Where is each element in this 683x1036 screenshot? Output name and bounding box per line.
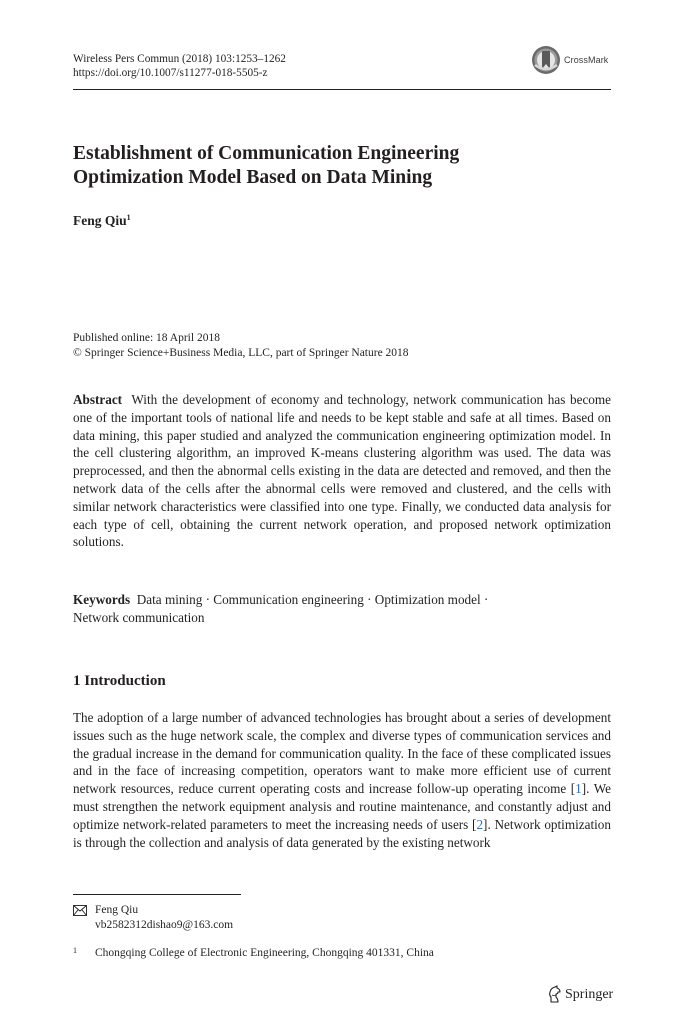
keywords-text: Data mining · Communication engineering · Optimization model · Network communication xyxy=(73,592,489,625)
citation-link-1[interactable]: 1 xyxy=(575,781,582,797)
corresponding-author xyxy=(73,903,233,933)
abstract xyxy=(73,391,611,551)
corresponding-author-row xyxy=(73,903,233,933)
affiliation-footnote xyxy=(73,946,434,961)
intro-text-part-2: ]. We must strengthen the network equipment analysis and routine maintenance, and constantly adjust and optimize network-related parameters to meet the increasing needs of users [ xyxy=(73,781,611,832)
journal-citation: Wireless Pers Commun (2018) 103:1253–1262 xyxy=(73,53,286,65)
publisher-logo xyxy=(546,985,613,1004)
publication-info xyxy=(73,331,409,360)
crossmark-icon xyxy=(531,45,561,75)
keywords xyxy=(73,591,503,627)
affiliation-text: Chongqing College of Electronic Engineering, Chongqing 401331, China xyxy=(95,947,434,959)
keywords-label: Keywords xyxy=(73,592,131,607)
springer-horse-icon xyxy=(546,985,563,1004)
intro-text-part-3: ]. Network optimization is through the collection and analysis of data generated by the existing network xyxy=(73,816,611,850)
copyright-line: © Springer Science+Business Media, LLC, part of Springer Nature 2018 xyxy=(73,346,409,359)
header-divider xyxy=(73,89,611,90)
article-title xyxy=(73,142,593,190)
introduction-paragraph xyxy=(73,709,611,851)
affiliation-mark[interactable]: 1 xyxy=(126,213,131,222)
footnote-divider xyxy=(73,894,241,895)
author-name-text: Feng Qiu xyxy=(73,213,127,228)
section-heading-introduction: 1 Introduction xyxy=(73,673,166,689)
affiliation-number: 1 xyxy=(73,946,77,955)
title-line-1: Establishment of Communication Engineering xyxy=(73,143,460,164)
title-line-2: Optimization Model Based on Data Mining xyxy=(73,167,433,188)
published-date: Published online: 18 April 2018 xyxy=(73,332,220,344)
crossmark-label: CrossMark xyxy=(564,55,609,65)
abstract-text: With the development of economy and technology, network communication has become one of the important tools of national life and needs to be kept stable and safe at all times. Based on data mining, this paper studied and analyzed the communication engineering optimization model. In the cell clustering algorithm, an improved K-means clustering algorithm was used. The data was preprocessed, and then the abnormal cells existing in the data are detected and removed, and then the network data of the cells after the abnormal cells were removed and clustered, and the cells with similar network characteristics were classified into one type. Finally, we conducted data analysis for each type of cell, obtaining the current network operation, and proposed network optimization solutions. xyxy=(73,392,612,550)
author-name xyxy=(73,213,131,229)
corresponding-author-email[interactable]: vb2582312dishao9@163.com xyxy=(95,919,234,931)
envelope-icon xyxy=(73,905,87,916)
crossmark-badge[interactable] xyxy=(531,44,615,76)
corresponding-author-details xyxy=(95,903,233,933)
intro-text-part-1: The adoption of a large number of advanced technologies has brought about a series of development issues such as the huge network scale, the complex and diverse types of communication services and the gradual increase in the demand for communication quality. In the face of these complicated issues and in the face of increasing competition, operators want to make more efficient use of current network resources, reduce current operating costs and increase follow-up operating income [ xyxy=(73,710,611,797)
publisher-name: Springer xyxy=(565,986,614,1002)
corresponding-author-name: Feng Qiu xyxy=(95,904,139,916)
doi-link[interactable]: https://doi.org/10.1007/s11277-018-5505-z xyxy=(73,67,268,79)
citation-link-2[interactable]: 2 xyxy=(476,816,484,832)
abstract-label: Abstract xyxy=(73,392,123,407)
